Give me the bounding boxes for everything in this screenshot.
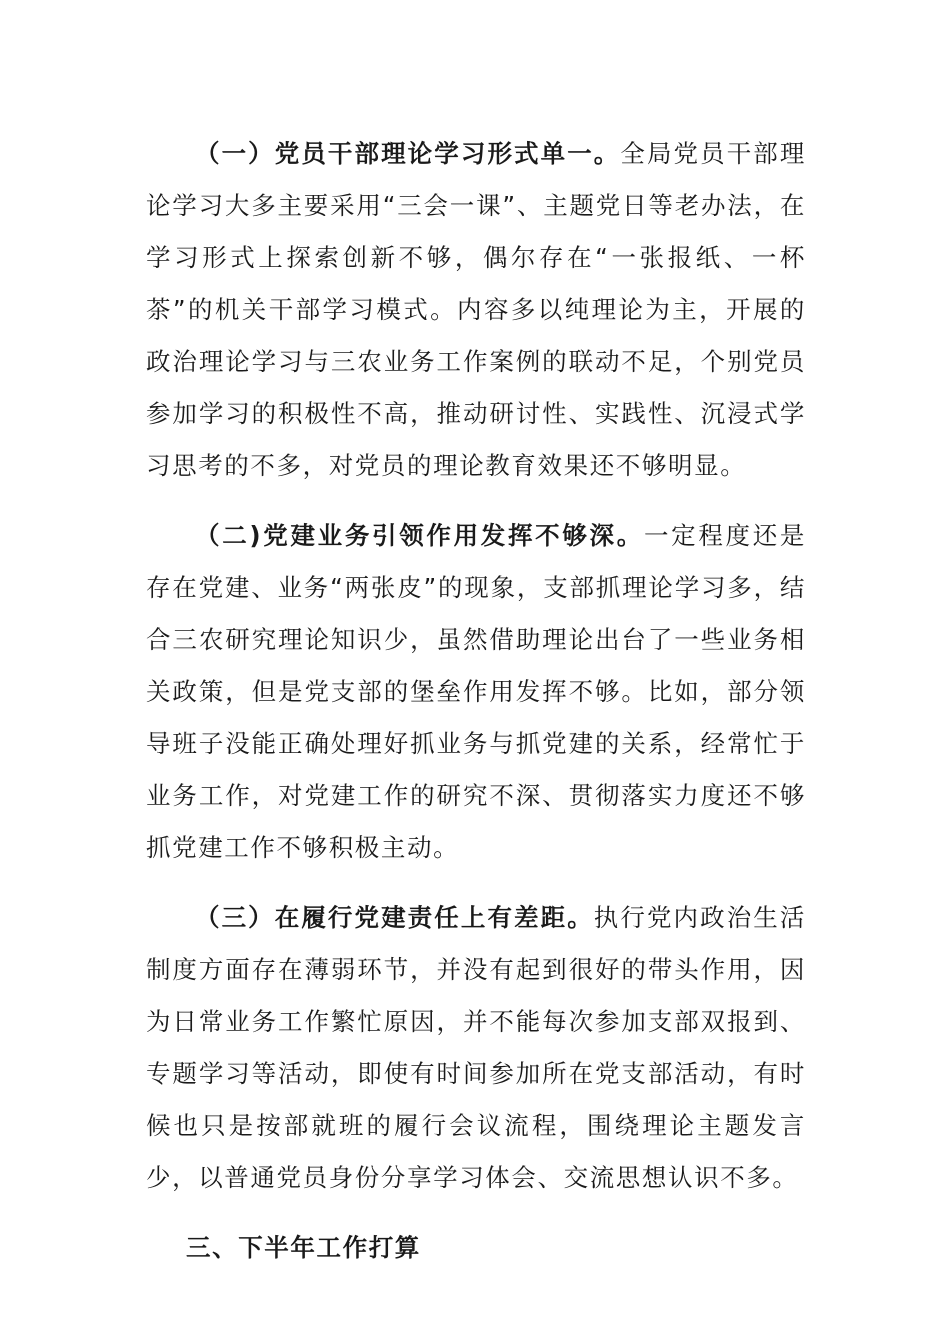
paragraph-3 [146, 892, 806, 1204]
paragraph-1-lead: （一）党员干部理论学习形式单一。 [195, 139, 621, 168]
document-body [146, 128, 806, 1274]
paragraph-2-body: 一定程度还是存在党建、业务“两张皮”的现象，支部抓理论学习多，结合三农研究理论知识少，虽然借助理论出台了一些业务相关政策，但是党支部的堡垒作用发挥不够。比如，部分领导班子没能正确处理好抓业务与抓党建的关系，经常忙于业务工作，对党建工作的研究不深、贯彻落实力度还不够抓党建工作不够积极主动。 [146, 521, 806, 862]
paragraph-1-body: 全局党员干部理论学习大多主要采用“三会一课”、主题党日等老办法，在学习形式上探索创新不够，偶尔存在“一张报纸、一杯茶”的机关干部学习模式。内容多以纯理论为主，开展的政治理论学习与三农业务工作案例的联动不足，个别党员参加学习的积极性不高，推动研讨性、实践性、沉浸式学习思考的不多，对党员的理论教育效果还不够明显。 [146, 139, 806, 480]
paragraph-2 [146, 510, 806, 874]
paragraph-3-body: 执行党内政治生活制度方面存在薄弱环节，并没有起到很好的带头作用，因为日常业务工作繁忙原因，并不能每次参加支部双报到、专题学习等活动，即使有时间参加所在党支部活动，有时候也只是按部就班的履行会议流程，围绕理论主题发言少，以普通党员身份分享学习体会、交流思想认识不多。 [146, 903, 806, 1192]
section-heading: 三、下半年工作打算 [186, 1233, 421, 1262]
paragraph-2-lead: （二)党建业务引领作用发挥不够深。 [195, 521, 644, 550]
paragraph-1 [146, 128, 806, 492]
paragraph-3-lead: （三）在履行党建责任上有差距。 [195, 903, 594, 932]
